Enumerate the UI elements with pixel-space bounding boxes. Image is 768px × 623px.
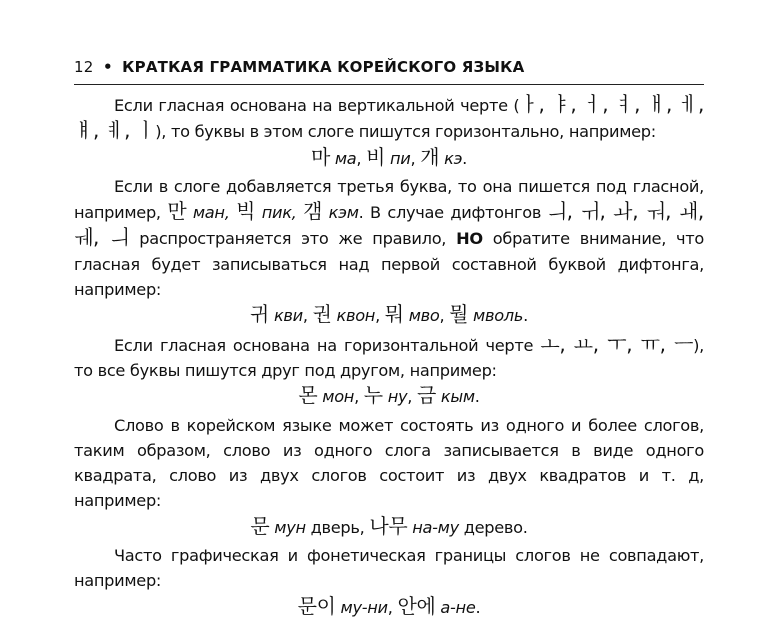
diphthongs: ㅢ, ㅟ, ㅘ, ㅝ, ㅙ, ㅞ, ㅢ (74, 199, 704, 250)
paragraph-syllable-count: Слово в корейском языке может состоять из одного и более слогов, таким образом, слово из одного слога записывается в виде одного квадрата, слово из двух слогов состоит из двух квадратов и т. д, например: (74, 415, 704, 511)
page-number: 12 (74, 58, 94, 76)
example-diphthong-syllables: 귀 кви, 권 квон, 뭐 мво, 뭘 мволь. (250, 302, 528, 327)
example-boundaries: 문이 му-ни, 안에 а-не. (297, 593, 481, 618)
horizontal-vowels: ㅗ, ㅛ, ㅜ, ㅠ, ㅡ (540, 331, 694, 356)
header-bullet: • (102, 58, 113, 76)
paragraph-third-letter: Если в слоге добавляется третья буква, то она пишется под гласной, например, 만 ман, 빅 пик, 갬 кэм. В случае дифтонгов ㅢ, ㅟ, ㅘ, ㅝ, ㅙ, ㅞ, ㅢ распространяется это же правило, НО обратите внимание, что гласная будет записываться над первой составной буквой дифтонга, например: (74, 176, 705, 300)
paragraph-vertical-vowels: Если гласная основана на вертикальной черте (ㅏ, ㅑ, ㅓ, ㅕ, ㅐ, ㅔ, ㅒ, ㅖ, ㅣ), то буквы в этом слоге пишутся горизонтально, например: (74, 92, 704, 143)
emphasis-but: НО (456, 229, 483, 249)
paragraph-syllable-boundaries: Часто графическая и фонетическая границы слогов не совпадают, например: (74, 546, 704, 591)
paragraph-horizontal-vowels: Если гласная основана на горизонтальной черте ㅗ, ㅛ, ㅜ, ㅠ, ㅡ), то все буквы пишутся друг под другом, например: (74, 331, 705, 380)
page-body (74, 92, 704, 623)
running-title: КРАТКАЯ ГРАММАТИКА КОРЕЙСКОГО ЯЗЫКА (122, 58, 525, 76)
example-words: 문 мун дверь, 나무 на-му дерево. (250, 513, 528, 538)
vertical-vowels: ㅏ, ㅑ, ㅓ, ㅕ, ㅐ, ㅔ, ㅒ, ㅖ, ㅣ (74, 92, 704, 143)
example-vertical-syllables: 몬 мон, 누 ну, 금 кым. (298, 383, 480, 408)
example-horizontal-syllables: 마 ма, 비 пи, 개 кэ. (310, 144, 468, 169)
running-header (74, 58, 704, 85)
